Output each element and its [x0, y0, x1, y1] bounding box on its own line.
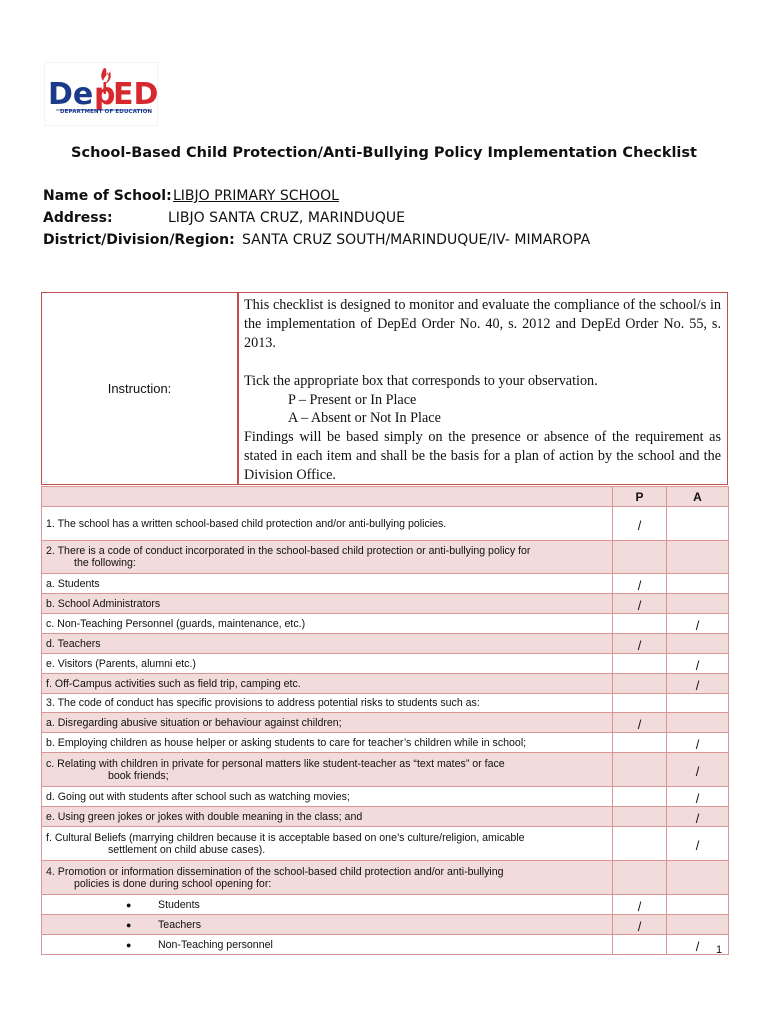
district-line: [43, 232, 591, 248]
checklist-row: [42, 935, 729, 955]
checklist-row: [42, 753, 729, 787]
checklist-row: [42, 787, 729, 807]
checklist-row: [42, 713, 729, 733]
absent-checkbox[interactable]: [667, 915, 729, 935]
row-text: d. Going out with students after school such as watching movies;: [42, 787, 613, 807]
present-checkbox[interactable]: /: [613, 574, 667, 594]
page-title: School-Based Child Protection/Anti-Bullying Policy Implementation Checklist: [71, 145, 697, 161]
checklist-row: [42, 827, 729, 861]
row-text: b. Employing children as house helper or asking students to care for teacher’s children while in school;: [42, 733, 613, 753]
absent-checkbox[interactable]: /: [667, 807, 729, 827]
checklist-row: [42, 654, 729, 674]
instruction-paragraph-3: Findings will be based simply on the presence or absence of the requirement as stated in each item and shall be the basis for a plan of action by the school and the Division Office.: [244, 429, 721, 484]
row-text: [42, 541, 613, 574]
checklist-row: [42, 895, 729, 915]
absent-checkbox[interactable]: [667, 507, 729, 541]
absent-checkbox[interactable]: [667, 541, 729, 574]
district-label: District/Division/Region:: [43, 232, 235, 248]
absent-checkbox[interactable]: [667, 713, 729, 733]
row-text-line-1: f. Cultural Beliefs (marrying children because it is acceptable based on one’s culture/religion, amicable: [46, 831, 525, 844]
row-text-line-1: 2. There is a code of conduct incorporated in the school-based child protection or anti-bullying policy for: [46, 545, 531, 557]
absent-checkbox[interactable]: /: [667, 935, 729, 955]
row-text: d. Teachers: [42, 634, 613, 654]
row-text: [42, 753, 613, 787]
row-text: [42, 827, 613, 861]
row-text: 3. The code of conduct has specific provisions to address potential risks to students such as:: [42, 694, 613, 713]
present-checkbox[interactable]: [613, 827, 667, 861]
present-checkbox[interactable]: [613, 654, 667, 674]
bullet-text: Students: [158, 898, 200, 911]
checklist-row: [42, 733, 729, 753]
svg-text:p: p: [94, 77, 116, 112]
checklist-row: [42, 807, 729, 827]
absent-checkbox[interactable]: /: [667, 614, 729, 634]
row-text: a. Students: [42, 574, 613, 594]
absent-checkbox[interactable]: [667, 594, 729, 614]
address-line: [43, 210, 405, 226]
instruction-box: [41, 292, 728, 485]
checklist-row: [42, 634, 729, 654]
logo-department-text: DEPARTMENT OF EDUCATION: [60, 109, 153, 115]
checklist-row: [42, 614, 729, 634]
school-name-line: [43, 188, 339, 204]
absent-checkbox[interactable]: [667, 861, 729, 895]
row-text: [42, 895, 613, 915]
checklist-row: [42, 507, 729, 541]
row-text: a. Disregarding abusive situation or behaviour against children;: [42, 713, 613, 733]
absent-checkbox[interactable]: /: [667, 787, 729, 807]
row-text-line-2: the following:: [74, 557, 136, 569]
svg-text:De: De: [48, 77, 94, 112]
svg-text:ED: ED: [113, 77, 158, 112]
present-checkbox[interactable]: /: [613, 895, 667, 915]
present-checkbox[interactable]: /: [613, 594, 667, 614]
row-text: e. Visitors (Parents, alumni etc.): [42, 654, 613, 674]
present-checkbox[interactable]: [613, 694, 667, 713]
row-text: e. Using green jokes or jokes with double meaning in the class; and: [42, 807, 613, 827]
present-checkbox[interactable]: /: [613, 915, 667, 935]
checklist-row: [42, 574, 729, 594]
present-checkbox[interactable]: [613, 935, 667, 955]
bullet-icon: ●: [126, 939, 132, 950]
instruction-absent-key: A – Absent or Not In Place: [288, 410, 441, 427]
instruction-divider: [237, 293, 239, 484]
present-checkbox[interactable]: /: [613, 634, 667, 654]
instruction-label: Instruction:: [107, 381, 172, 396]
absent-checkbox[interactable]: /: [667, 654, 729, 674]
row-text: [42, 935, 613, 955]
row-text-line-2: policies is done during school opening for:: [74, 877, 272, 890]
row-text: [42, 861, 613, 895]
present-checkbox[interactable]: /: [613, 713, 667, 733]
checklist-table: [41, 486, 729, 955]
instruction-body: [244, 296, 721, 485]
instruction-paragraph-1: This checklist is designed to monitor and evaluate the compliance of the school/s in the implementation of DepEd Order No. 40, s. 2012 and DepEd Order No. 55, s. 2013.: [244, 297, 721, 351]
school-name-label: Name of School:: [43, 188, 172, 204]
row-text-line-2: settlement on child abuse cases).: [108, 843, 266, 856]
present-checkbox[interactable]: [613, 861, 667, 895]
present-checkbox[interactable]: [613, 541, 667, 574]
checklist-row: [42, 861, 729, 895]
present-checkbox[interactable]: [613, 674, 667, 694]
checklist-row: [42, 594, 729, 614]
instruction-paragraph-2: Tick the appropriate box that corresponds to your observation.: [244, 372, 598, 389]
checklist-header-row: [42, 487, 729, 507]
checklist-row: [42, 674, 729, 694]
absent-checkbox[interactable]: [667, 694, 729, 713]
checklist-row: [42, 541, 729, 574]
address-value: LIBJO SANTA CRUZ, MARINDUQUE: [168, 210, 405, 226]
header-item: [42, 487, 613, 507]
page-number: 1: [716, 944, 723, 956]
absent-checkbox[interactable]: [667, 895, 729, 915]
absent-checkbox[interactable]: [667, 634, 729, 654]
bullet-text: Non-Teaching personnel: [158, 938, 273, 951]
checklist-row: [42, 915, 729, 935]
present-checkbox[interactable]: [613, 787, 667, 807]
school-name-value: LIBJO PRIMARY SCHOOL: [173, 188, 339, 204]
absent-checkbox[interactable]: /: [667, 733, 729, 753]
absent-checkbox[interactable]: /: [667, 674, 729, 694]
row-text: f. Off-Campus activities such as field trip, camping etc.: [42, 674, 613, 694]
bullet-icon: ●: [126, 899, 132, 910]
address-label: Address:: [43, 210, 113, 226]
row-text-line-1: 4. Promotion or information dissemination of the school-based child protection and/or anti-bullying: [46, 865, 504, 878]
header-present: P: [613, 487, 667, 507]
checklist-row: [42, 694, 729, 713]
row-text: b. School Administrators: [42, 594, 613, 614]
present-checkbox[interactable]: [613, 807, 667, 827]
present-checkbox[interactable]: [613, 614, 667, 634]
district-value: SANTA CRUZ SOUTH/MARINDUQUE/IV- MIMAROPA: [242, 232, 591, 248]
absent-checkbox[interactable]: /: [667, 827, 729, 861]
present-checkbox[interactable]: [613, 733, 667, 753]
row-text: 1. The school has a written school-based child protection and/or anti-bullying policies.: [42, 507, 613, 541]
present-checkbox[interactable]: /: [613, 507, 667, 541]
absent-checkbox[interactable]: /: [667, 753, 729, 787]
bullet-text: Teachers: [158, 918, 201, 931]
instruction-present-key: P – Present or In Place: [288, 391, 417, 408]
row-text-line-2: book friends;: [108, 769, 169, 782]
deped-logo: [44, 62, 158, 126]
header-absent: A: [667, 487, 729, 507]
row-text: [42, 915, 613, 935]
absent-checkbox[interactable]: [667, 574, 729, 594]
bullet-icon: ●: [126, 919, 132, 930]
row-text-line-1: c. Relating with children in private for personal matters like student-teacher as “text mates” or face: [46, 757, 505, 770]
present-checkbox[interactable]: [613, 753, 667, 787]
row-text: c. Non-Teaching Personnel (guards, maintenance, etc.): [42, 614, 613, 634]
